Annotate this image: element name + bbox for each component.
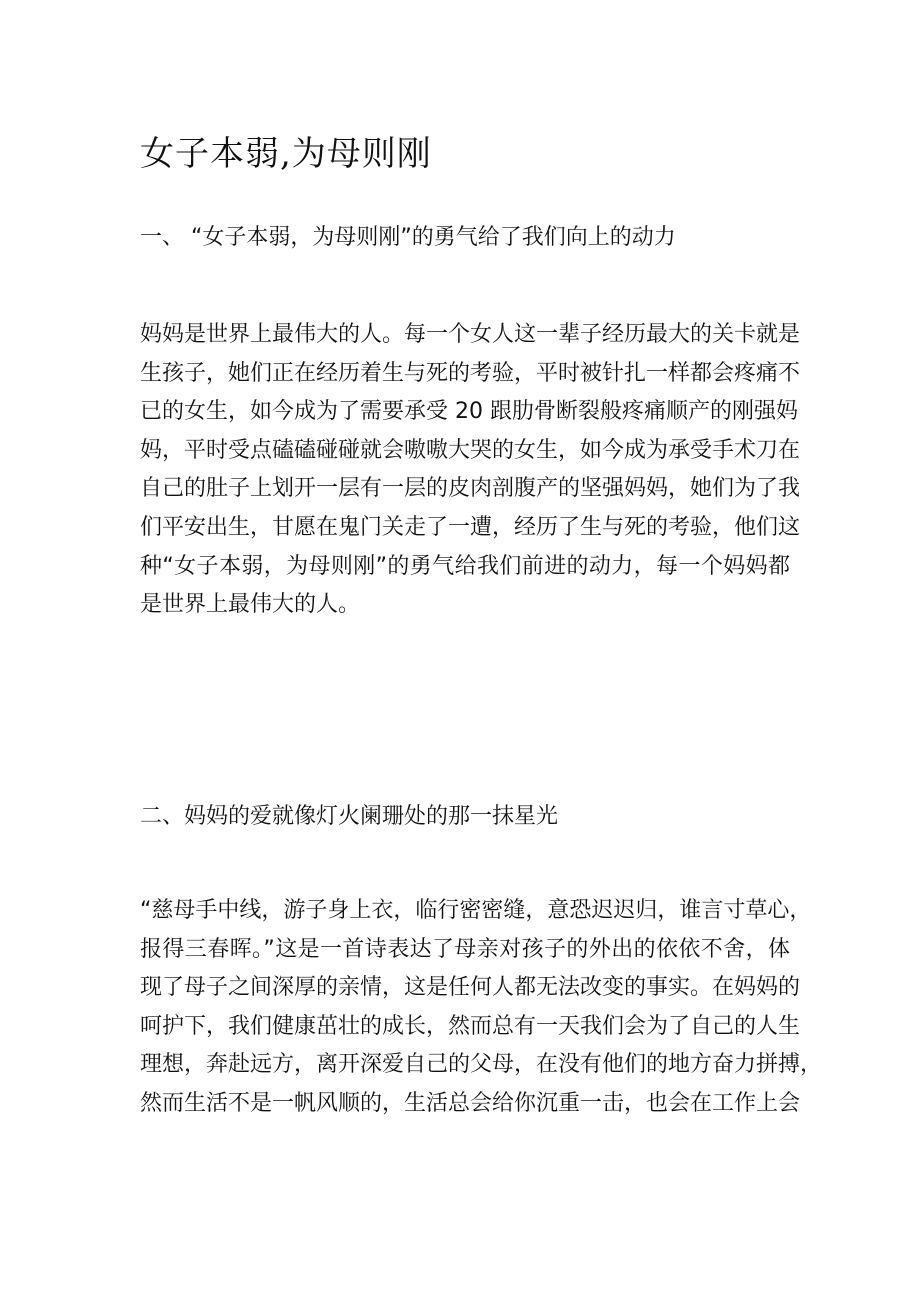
paragraph-line: 种“女子本弱，为母则刚”的勇气给我们前进的动力，每一个妈妈都: [140, 553, 790, 579]
paragraph-line: 现了母子之间深厚的亲情，这是任何人都无法改变的事实。在妈妈的: [140, 975, 801, 1001]
section-heading-1: 一、 “女子本弱，为母则刚”的勇气给了我们向上的动力: [140, 225, 676, 250]
paragraph-line: 报得三春晖。”这是一首诗表达了母亲对孩子的外出的依依不舍，体: [140, 936, 790, 962]
paragraph-line: 呵护下，我们健康茁壮的成长，然而总有一天我们会为了自己的人生: [140, 1013, 801, 1039]
paragraph-line: 是世界上最伟大的人。: [140, 592, 361, 618]
paragraph-line: 然而生活不是一帆风顺的，生活总会给你沉重一击，也会在工作上会: [140, 1090, 801, 1116]
section-heading-2: 二、妈妈的爱就像灯火阑珊处的那一抹星光: [140, 804, 559, 829]
paragraph-line: 生孩子，她们正在经历着生与死的考验，平时被针扎一样都会疼痛不: [140, 360, 801, 386]
paragraph-line: “慈母手中线，游子身上衣，临行密密缝，意恐迟迟归，谁言寸草心，: [140, 898, 812, 923]
section-1-paragraph: [140, 316, 801, 625]
document-title: 女子本弱,为母则刚: [140, 134, 432, 174]
paragraph-line: 已的女生，如今成为了需要承受 20 跟肋骨断裂般疼痛顺产的刚强妈: [140, 399, 798, 425]
paragraph-line: 妈妈是世界上最伟大的人。每一个女人这一辈子经历最大的关卡就是: [140, 322, 801, 347]
paragraph-line: 们平安出生，甘愿在鬼门关走了一遭，经历了生与死的考验，他们这: [140, 514, 801, 540]
paragraph-line: 理想，奔赴远方，离开深爱自己的父母，在没有他们的地方奋力拼搏，: [140, 1052, 823, 1078]
paragraph-line: 自己的肚子上划开一层有一层的皮肉剖腹产的坚强妈妈，她们为了我: [140, 476, 801, 502]
paragraph-line: 妈，平时受点磕磕碰碰就会嗷嗷大哭的女生，如今成为承受手术刀在: [140, 437, 801, 463]
section-2-paragraph: [140, 892, 823, 1124]
